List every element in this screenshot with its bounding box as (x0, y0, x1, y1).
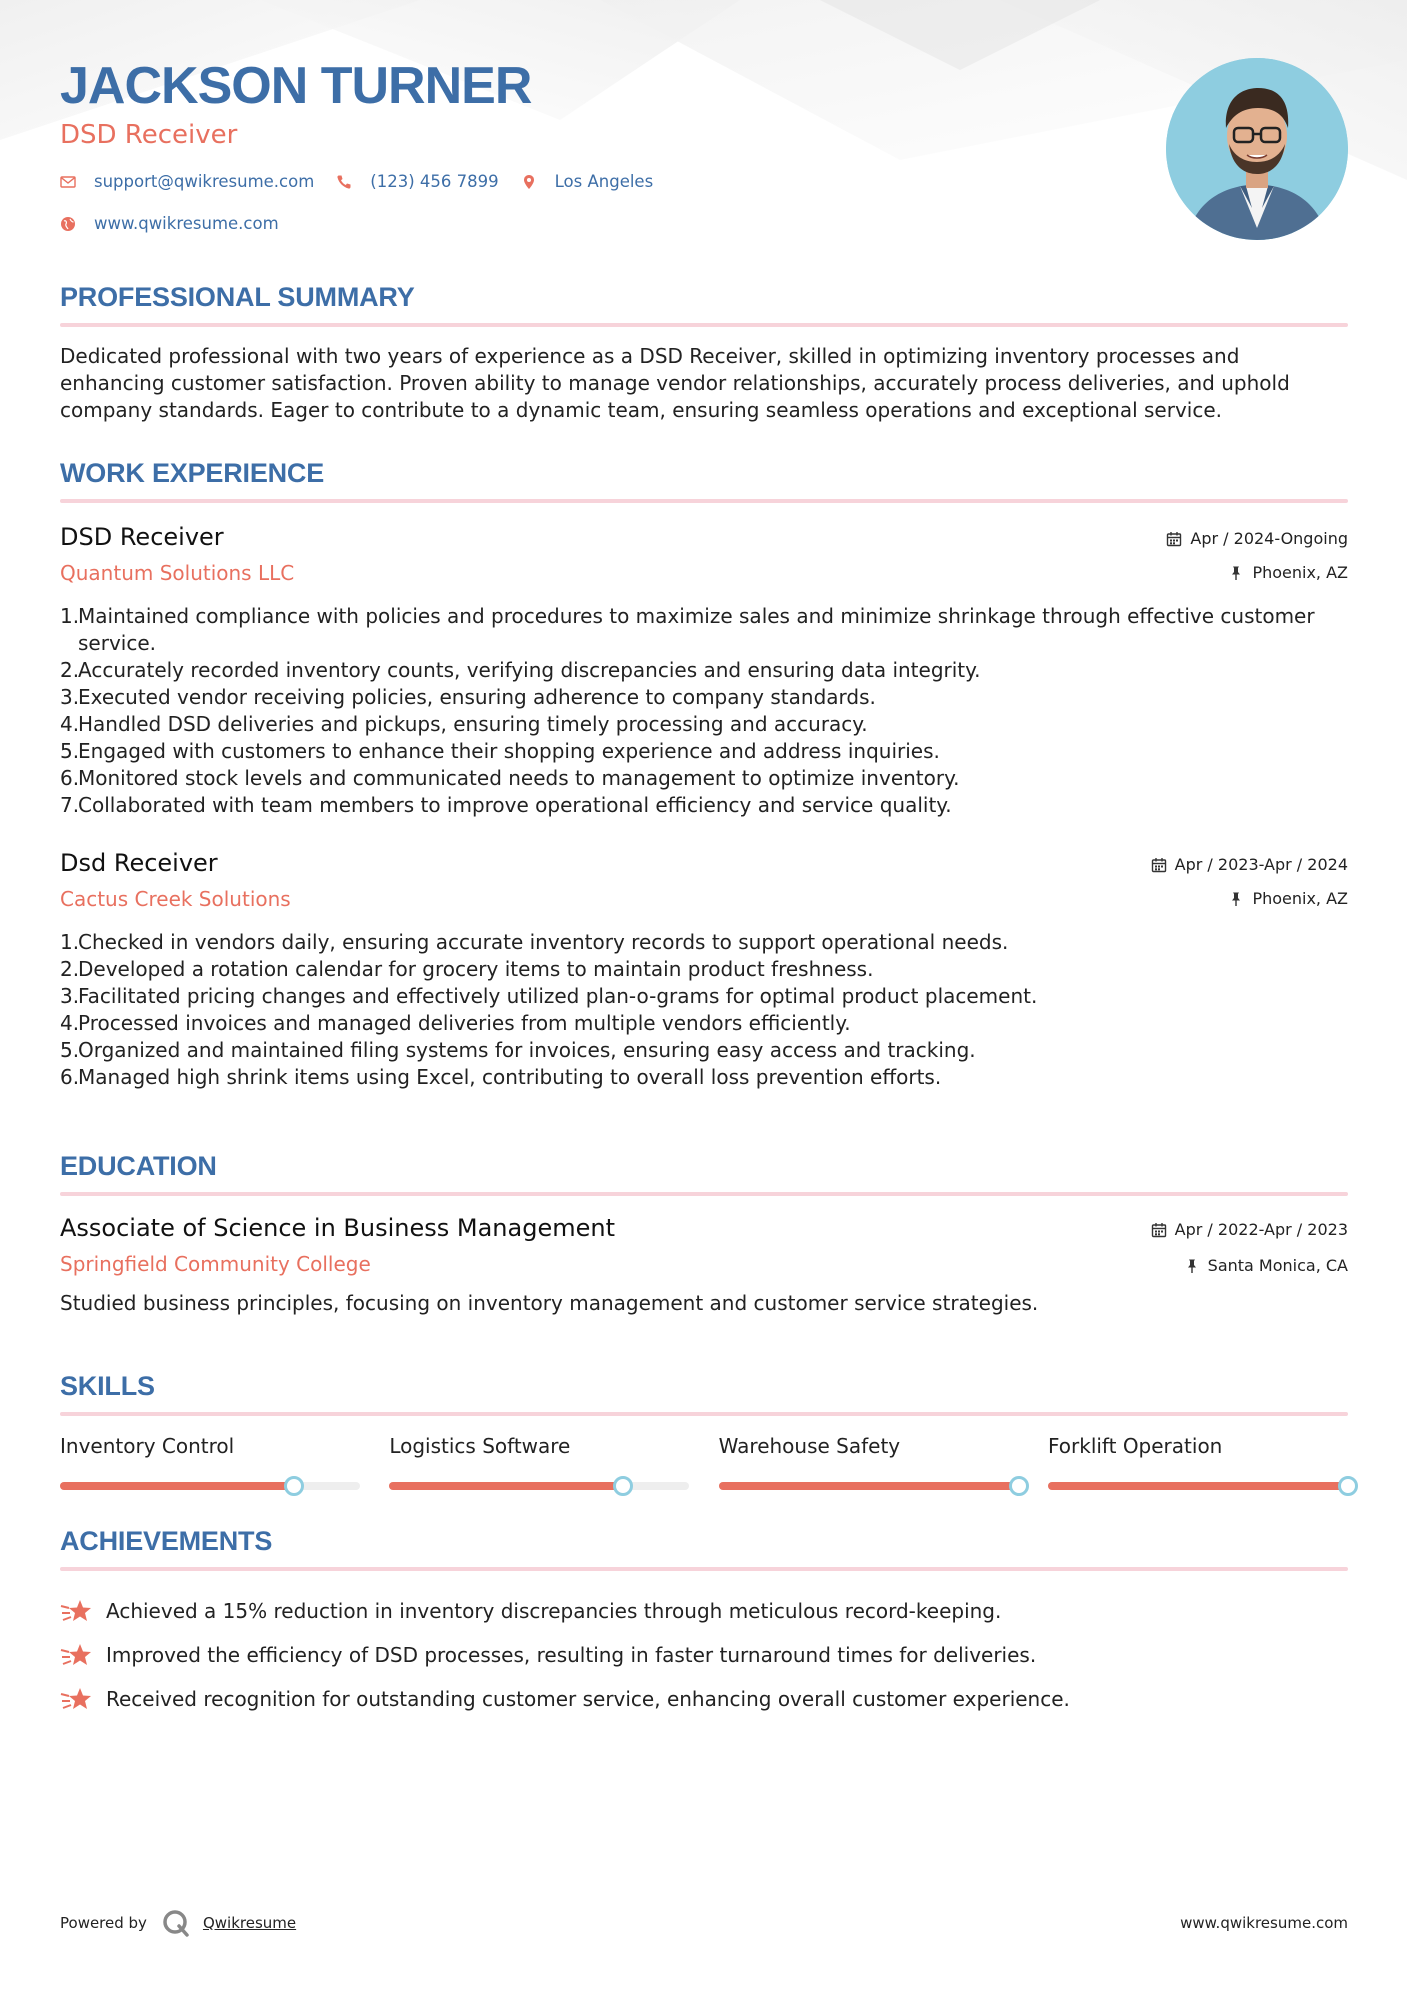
skill-bar-fill (389, 1482, 623, 1490)
duty-text: Facilitated pricing changes and effectively utilized plan-o-grams for optimal product placement. (78, 984, 1038, 1008)
list-item: 1. Maintained compliance with policies and procedures to maximize sales and minimize shrinkage through effective customer service. (60, 603, 1348, 657)
duty-text: Developed a rotation calendar for grocery items to maintain product freshness. (78, 957, 874, 981)
job-dates-text: Apr / 2024-Ongoing (1190, 529, 1348, 548)
duty-text: Handled DSD deliveries and pickups, ensuring timely processing and accuracy. (78, 712, 868, 736)
job-title: DSD Receiver (60, 523, 224, 551)
skill-bar-track (1048, 1482, 1348, 1490)
achievements-section (60, 1526, 1348, 1721)
job-dates (1166, 529, 1348, 548)
list-item: 3. Executed vendor receiving policies, ensuring adherence to company standards. (60, 684, 1348, 711)
skill-level-knob (1338, 1476, 1358, 1496)
powered-by-label: Powered by (60, 1914, 147, 1932)
contact-website[interactable] (60, 214, 279, 233)
job-location (1228, 563, 1348, 582)
summary-section (60, 282, 1348, 424)
skill-name: Logistics Software (389, 1434, 571, 1458)
education-location (1184, 1256, 1348, 1275)
pushpin-icon (1184, 1258, 1200, 1274)
school-name: Springfield Community College (60, 1252, 371, 1276)
job-company: Quantum Solutions LLC (60, 561, 295, 585)
degree-title: Associate of Science in Business Management (60, 1214, 615, 1242)
job-company: Cactus Creek Solutions (60, 887, 291, 911)
list-item: 1. Checked in vendors daily, ensuring accurate inventory records to support operational needs. (60, 929, 1348, 956)
achievement-text: Improved the efficiency of DSD processes, resulting in faster turnaround times for deliveries. (106, 1643, 1037, 1667)
skill-bar-track (60, 1482, 360, 1490)
powered-by (60, 1908, 296, 1938)
qwikresume-link[interactable]: Qwikresume (202, 1914, 297, 1932)
job-entry (60, 849, 1348, 1091)
pushpin-icon (1228, 891, 1244, 907)
education-description: Studied business principles, focusing on inventory management and customer service strategies. (60, 1291, 1039, 1315)
education-section (60, 1151, 1348, 1317)
list-item: 4. Handled DSD deliveries and pickups, ensuring timely processing and accuracy. (60, 711, 1348, 738)
candidate-title: DSD Receiver (60, 120, 238, 150)
list-item (60, 1633, 1348, 1677)
contact-phone[interactable] (336, 172, 498, 191)
achievements-list (60, 1589, 1348, 1721)
education-dates (1151, 1220, 1348, 1239)
summary-heading: PROFESSIONAL SUMMARY (60, 282, 415, 312)
profile-portrait-illustration (1166, 58, 1348, 240)
email-text: support@qwikresume.com (94, 172, 315, 191)
skills-list (60, 1434, 1348, 1504)
list-item: 5. Engaged with customers to enhance their shopping experience and address inquiries. (60, 738, 1348, 765)
section-divider (60, 323, 1348, 327)
profile-photo (1166, 58, 1348, 240)
duty-text: Monitored stock levels and communicated needs to management to optimize inventory. (78, 766, 960, 790)
section-divider (60, 1192, 1348, 1196)
skill-level-knob (284, 1476, 304, 1496)
achievement-text: Received recognition for outstanding customer service, enhancing overall customer experience. (106, 1687, 1070, 1711)
resume-page (60, 0, 1348, 1990)
skill-bar-track (719, 1482, 1019, 1490)
shooting-star-icon (60, 1685, 92, 1713)
job-dates (1151, 855, 1348, 874)
page-footer (60, 1900, 1348, 1940)
duty-text: Accurately recorded inventory counts, verifying discrepancies and ensuring data integrity. (78, 658, 981, 682)
section-divider (60, 1412, 1348, 1416)
skill-item (719, 1434, 1019, 1504)
website-text: www.qwikresume.com (94, 214, 279, 233)
list-item: 6. Managed high shrink items using Excel, contributing to overall loss prevention efforts. (60, 1064, 1348, 1091)
contact-row (60, 172, 675, 191)
job-location-text: Phoenix, AZ (1252, 889, 1348, 908)
job-header (60, 849, 1348, 921)
job-title: Dsd Receiver (60, 849, 218, 877)
experience-section (60, 458, 1348, 1091)
skill-name: Inventory Control (60, 1434, 235, 1458)
job-duties-list (60, 929, 1348, 1091)
skill-bar-fill (719, 1482, 1019, 1490)
candidate-name: JACKSON TURNER (60, 57, 532, 115)
list-item (60, 1589, 1348, 1633)
education-entry (60, 1214, 1348, 1317)
map-pin-icon (521, 174, 537, 190)
calendar-icon (1151, 1222, 1167, 1238)
summary-text: Dedicated professional with two years of experience as a DSD Receiver, skilled in optimizing inventory processes and enhancing customer satisfaction. Proven ability to manage vendor relationships, accurately process deliveries, and uphold company standards. Eager to contribute to a dynamic team, ensuring seamless operations and exceptional service. (60, 344, 1290, 422)
job-dates-text: Apr / 2023-Apr / 2024 (1174, 855, 1348, 874)
job-location (1228, 889, 1348, 908)
section-divider (60, 499, 1348, 503)
contact-row-2 (60, 214, 301, 233)
shooting-star-icon (60, 1597, 92, 1625)
list-item: 5. Organized and maintained filing systems for invoices, ensuring easy access and tracking. (60, 1037, 1348, 1064)
calendar-icon (1166, 531, 1182, 547)
pushpin-icon (1228, 565, 1244, 581)
job-entry (60, 523, 1348, 819)
calendar-icon (1151, 857, 1167, 873)
duty-text: Managed high shrink items using Excel, contributing to overall loss prevention efforts. (78, 1065, 942, 1089)
duty-text: Organized and maintained filing systems for invoices, ensuring easy access and tracking. (78, 1038, 976, 1062)
list-item: 3. Facilitated pricing changes and effectively utilized plan-o-grams for optimal product placement. (60, 983, 1348, 1010)
section-divider (60, 1567, 1348, 1571)
list-item: 4. Processed invoices and managed deliveries from multiple vendors efficiently. (60, 1010, 1348, 1037)
contact-location (521, 172, 654, 191)
shooting-star-icon (60, 1641, 92, 1669)
footer-website[interactable]: www.qwikresume.com (1180, 1914, 1348, 1932)
skill-bar-fill (1048, 1482, 1348, 1490)
job-header (60, 523, 1348, 595)
list-item: 2. Developed a rotation calendar for grocery items to maintain product freshness. (60, 956, 1348, 983)
skill-item (1048, 1434, 1348, 1504)
experience-heading: WORK EXPERIENCE (60, 458, 325, 488)
skills-heading: SKILLS (60, 1371, 155, 1401)
resume-header (60, 0, 1348, 262)
duty-text: Maintained compliance with policies and procedures to maximize sales and minimize shrinkage through effective customer service. (78, 604, 1315, 655)
skill-item (389, 1434, 689, 1504)
envelope-icon (60, 174, 76, 190)
education-header (60, 1214, 1348, 1284)
globe-icon (60, 216, 76, 232)
list-item (60, 1677, 1348, 1721)
location-text: Los Angeles (554, 172, 654, 191)
education-location-text: Santa Monica, CA (1207, 1256, 1348, 1275)
duty-text: Executed vendor receiving policies, ensuring adherence to company standards. (78, 685, 876, 709)
duty-text: Collaborated with team members to improve operational efficiency and service quality. (78, 793, 952, 817)
list-item: 6. Monitored stock levels and communicated needs to management to optimize inventory. (60, 765, 1348, 792)
duty-text: Engaged with customers to enhance their shopping experience and address inquiries. (78, 739, 940, 763)
skill-level-knob (613, 1476, 633, 1496)
skill-bar-track (389, 1482, 689, 1490)
skills-section (60, 1371, 1348, 1504)
list-item: 7. Collaborated with team members to improve operational efficiency and service quality. (60, 792, 1348, 819)
list-item: 2. Accurately recorded inventory counts, verifying discrepancies and ensuring data integrity. (60, 657, 1348, 684)
skill-name: Warehouse Safety (718, 1434, 901, 1458)
phone-icon (336, 174, 352, 190)
achievement-text: Achieved a 15% reduction in inventory discrepancies through meticulous record-keeping. (106, 1599, 1002, 1623)
contact-email[interactable] (60, 172, 314, 191)
phone-text: (123) 456 7899 (370, 172, 499, 191)
qwikresume-logo-icon (161, 1908, 191, 1938)
job-duties-list (60, 603, 1348, 819)
education-heading: EDUCATION (60, 1151, 217, 1181)
skill-level-knob (1009, 1476, 1029, 1496)
education-dates-text: Apr / 2022-Apr / 2023 (1174, 1220, 1348, 1239)
job-location-text: Phoenix, AZ (1252, 563, 1348, 582)
duty-text: Processed invoices and managed deliveries from multiple vendors efficiently. (78, 1011, 851, 1035)
achievements-heading: ACHIEVEMENTS (60, 1526, 273, 1556)
skill-bar-fill (60, 1482, 294, 1490)
duty-text: Checked in vendors daily, ensuring accurate inventory records to support operational needs. (78, 930, 1009, 954)
skill-name: Forklift Operation (1047, 1434, 1223, 1458)
skill-item (60, 1434, 360, 1504)
